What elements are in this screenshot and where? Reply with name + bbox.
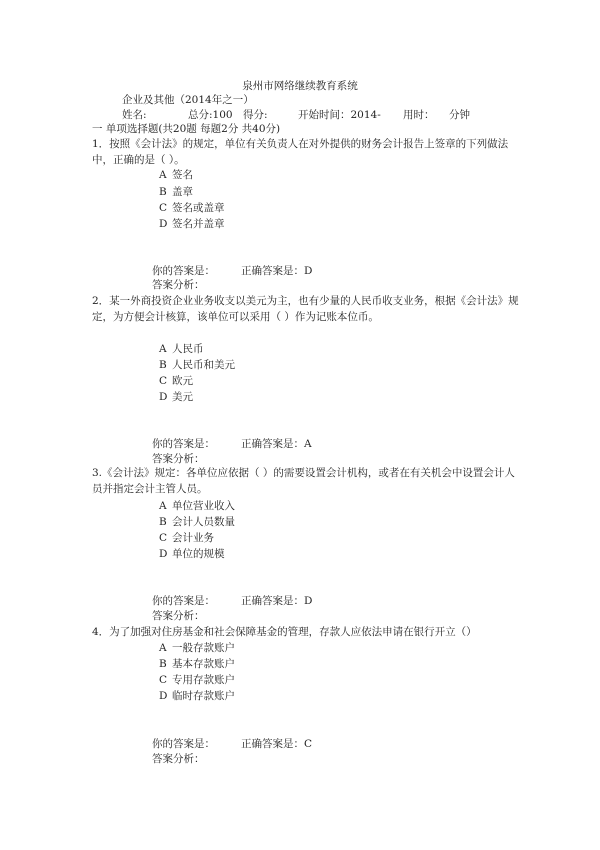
option-a[interactable] <box>159 499 235 513</box>
your-answer-label: 你的答案是： <box>152 738 215 750</box>
option-b[interactable] <box>159 515 235 529</box>
correct-answer <box>241 437 312 451</box>
correct-answer-value: C <box>304 738 313 750</box>
correct-answer-value: D <box>304 595 313 607</box>
option-text: 一般存款账户 <box>172 642 235 654</box>
option-text: 专用存款账户 <box>172 674 235 686</box>
correct-answer <box>241 264 312 278</box>
option-a[interactable] <box>159 342 204 356</box>
correct-answer-label: 正确答案是： <box>241 265 304 277</box>
correct-answer-label: 正确答案是： <box>241 595 304 607</box>
start-time: 开始时间：2014- <box>298 109 381 121</box>
option-key: C <box>159 674 168 686</box>
option-text: 基本存款账户 <box>172 658 235 670</box>
your-answer-label: 你的答案是： <box>152 595 215 607</box>
option-text: 单位营业收入 <box>172 500 235 512</box>
question-stem: 4．为了加强对住房基金和社会保障基金的管理，存款人应依法申请在银行开立（） <box>92 626 477 638</box>
option-key: C <box>159 532 168 544</box>
option-c[interactable] <box>159 374 193 388</box>
correct-answer-label: 正确答案是： <box>241 438 304 450</box>
option-text: 人民币 <box>172 343 204 355</box>
answer-analysis-label: 答案分析： <box>152 610 205 622</box>
option-text: 会计人员数量 <box>172 516 235 528</box>
exam-subtitle: 企业及其他（2014年之一） <box>122 94 254 106</box>
option-d[interactable] <box>159 217 225 231</box>
total-score: 总分:100 <box>188 109 233 121</box>
option-text: 签名或盖章 <box>172 202 225 214</box>
option-a[interactable] <box>159 641 235 655</box>
option-text: 人民币和美元 <box>172 359 235 371</box>
correct-answer-value: A <box>304 438 312 450</box>
correct-answer-value: D <box>304 265 313 277</box>
your-answer-label: 你的答案是： <box>152 438 215 450</box>
option-key: B <box>159 359 167 371</box>
question-stem: 2．某一外商投资企业业务收支以美元为主，也有少量的人民币收支业务，根据《会计法》规定，为方便会计核算，该单位可以采用（ ）作为记账本位币。 <box>92 295 519 323</box>
option-text: 会计业务 <box>172 532 214 544</box>
option-key: A <box>159 169 167 181</box>
section-heading: 一 单项选择题(共20题 每题2分 共40分) <box>92 123 281 135</box>
answer-analysis-label: 答案分析： <box>152 279 205 291</box>
minutes-label: 分钟 <box>449 109 470 121</box>
option-c[interactable] <box>159 531 214 545</box>
answer-analysis-label: 答案分析： <box>152 453 205 465</box>
option-text: 美元 <box>172 391 193 403</box>
option-b[interactable] <box>159 358 235 372</box>
option-d[interactable] <box>159 689 235 703</box>
option-key: B <box>159 186 167 198</box>
correct-answer-label: 正确答案是： <box>241 738 304 750</box>
option-key: D <box>159 548 168 560</box>
time-used-label: 用时： <box>403 109 435 121</box>
option-key: A <box>159 343 167 355</box>
option-b[interactable] <box>159 657 235 671</box>
page-title: 泉州市网络继续教育系统 <box>242 80 358 92</box>
option-c[interactable] <box>159 673 235 687</box>
question-stem: 1．按照《会计法》的规定，单位有关负责人在对外提供的财务会计报告上签章的下列做法中，正确的是（ ）。 <box>92 138 509 166</box>
option-text: 签名 <box>172 169 193 181</box>
option-key: D <box>159 690 168 702</box>
option-a[interactable] <box>159 168 193 182</box>
option-text: 单位的规模 <box>172 548 225 560</box>
option-key: D <box>159 391 168 403</box>
option-text: 签名并盖章 <box>172 218 225 230</box>
option-d[interactable] <box>159 390 193 404</box>
option-c[interactable] <box>159 201 225 215</box>
option-key: A <box>159 642 167 654</box>
option-key: C <box>159 375 168 387</box>
question-stem: 3.《会计法》规定：各单位应依据（ ）的需要设置会计机构，或者在有关机会中设置会计人员并指定会计主管人员。 <box>92 467 515 495</box>
option-text: 欧元 <box>172 375 193 387</box>
option-key: B <box>159 658 167 670</box>
option-key: B <box>159 516 167 528</box>
option-text: 盖章 <box>172 186 193 198</box>
name-label: 姓名: <box>122 109 147 121</box>
answer-analysis-label: 答案分析： <box>152 753 205 765</box>
option-key: A <box>159 500 167 512</box>
option-text: 临时存款账户 <box>172 690 235 702</box>
option-b[interactable] <box>159 185 193 199</box>
score-label: 得分: <box>243 109 268 121</box>
option-key: D <box>159 218 168 230</box>
correct-answer <box>241 737 312 751</box>
your-answer-label: 你的答案是： <box>152 265 215 277</box>
option-key: C <box>159 202 168 214</box>
correct-answer <box>241 594 312 608</box>
option-d[interactable] <box>159 547 225 561</box>
